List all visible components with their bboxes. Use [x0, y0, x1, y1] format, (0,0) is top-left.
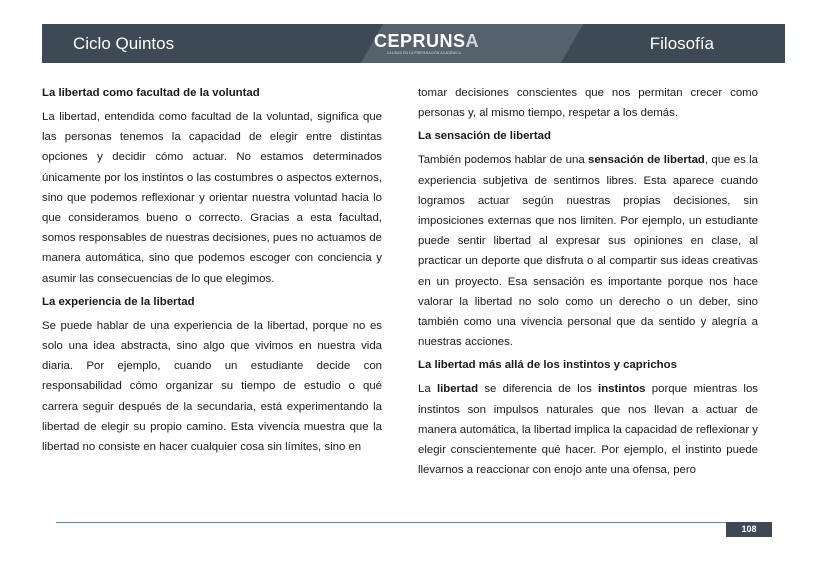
- course-title: Ciclo Quintos: [73, 34, 175, 53]
- section-heading-voluntad: La libertad como facultad de la voluntad: [42, 87, 260, 99]
- paragraph-continuation: tomar decisiones conscientes que nos permitan crecer como personas y, al mismo tiempo, respetar a los demás.: [418, 87, 758, 120]
- right-column: [418, 83, 758, 483]
- logo-wordmark: CEPRUNSA: [374, 31, 480, 51]
- paragraph-experiencia: Se puede hablar de una experiencia de la libertad, porque no es solo una idea abstracta, sino algo que vivimos en nuestra vida diaria. Por ejemplo, cuando un estudiante decide con responsabilidad cómo organizar su tiempo de estudio o qué carrera seguir después de la secundaria, está experimentando la libertad de elegir su propio camino. Esta vivencia muestra que la libertad no consiste en hacer cualquier cosa sin límites, sino en: [42, 319, 382, 454]
- paragraph-voluntad: La libertad, entendida como facultad de la voluntad, significa que las personas tenemos la capacidad de elegir entre distintas opciones y decidir cómo actuar. No estamos determinados únicamente por los instintos o las costumbres o aspectos externos, sino que podemos reflexionar y orientar nuestra voluntad hacia lo que consideramos bueno o correcto. Gracias a esta facultad, somos responsables de nuestras decisiones, pues no actuamos de manera automática, sino que podemos escoger con conciencia y asumir las consecuencias de lo que elegimos.: [42, 111, 382, 285]
- section-heading-experiencia: La experiencia de la libertad: [42, 295, 195, 308]
- paragraph-instintos: La libertad se diferencia de los instintos porque mientras los instintos son impulsos naturales que nos llevan a actuar de manera automática, la libertad implica la capacidad de reflexionar y elegir conscientemente qué hacer. Por ejemplo, el instinto puede llevarnos a reaccionar con enojo ante una ofensa, pero: [418, 383, 759, 477]
- logo-tagline: CALIDAD EN LA PREPARACIÓN ACADÉMICA: [386, 51, 462, 55]
- section-heading-sensacion: La sensación de libertad: [418, 130, 551, 143]
- footer-divider: [56, 522, 726, 523]
- page-number-badge: 108: [726, 522, 772, 537]
- page-header: [42, 24, 785, 63]
- paragraph-sensacion: También podemos hablar de una sensación de libertad, que es la experiencia subjetiva de sentirnos libres. Esta aparece cuando logramos actuar según nuestras propias decisiones, sin imposiciones externas que nos limiten. Por ejemplo, un estudiante puede sentir libertad al expresar sus opiniones en clase, al practicar un deporte que disfruta o al compartir sus ideas creativas en un proyecto. Esa sensación es importante porque nos hace valorar la libertad no solo como un derecho o un deber, sino también como una vivencia personal que da sentido y alegría a nuestras acciones.: [418, 154, 758, 349]
- section-heading-instintos: La libertad más allá de los instintos y caprichos: [418, 359, 677, 372]
- ceprunsa-logo: [374, 31, 480, 56]
- subject-title: Filosofía: [649, 34, 714, 53]
- left-column: [42, 83, 382, 460]
